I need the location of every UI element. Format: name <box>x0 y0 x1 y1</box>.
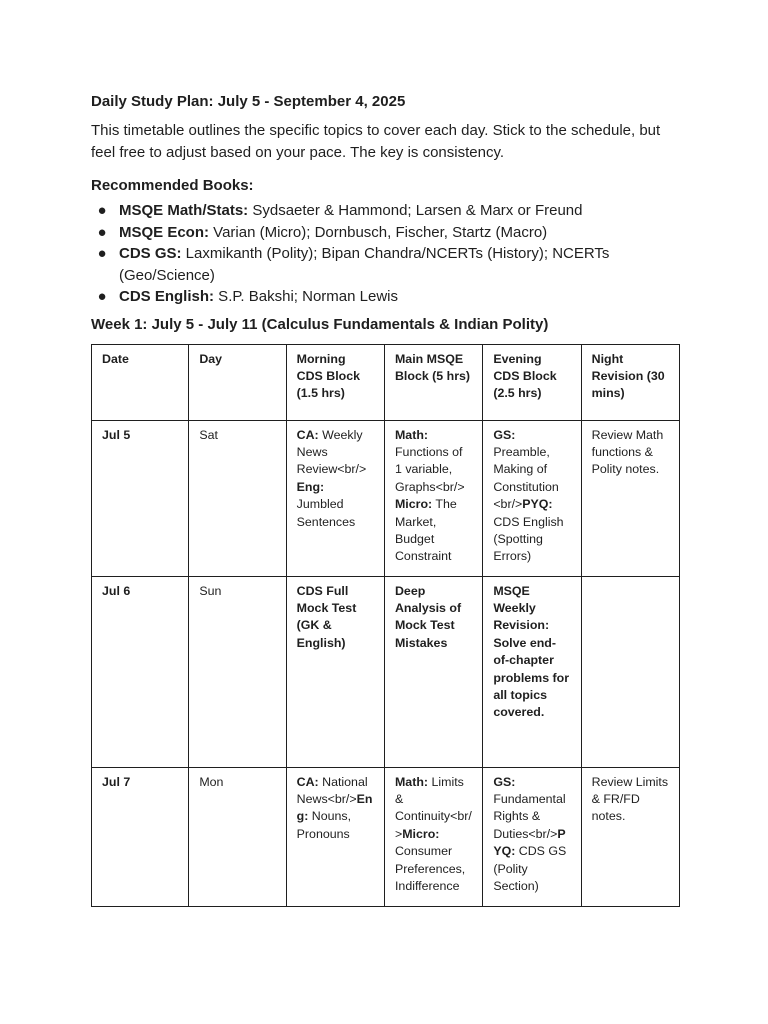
header-morning: Morning CDS Block (1.5 hrs) <box>286 344 384 420</box>
cell-date: Jul 5 <box>92 420 189 576</box>
bullet-icon: ● <box>97 223 107 241</box>
cell-morning: CDS Full Mock Test (GK & English) <box>286 576 384 767</box>
header-date: Date <box>92 344 189 420</box>
cell-evening: GS: Fundamental Rights & Duties<br/>PYQ: CDS GS (Polity Section) <box>483 767 581 906</box>
book-titles: Sydsaeter & Hammond; Larsen & Marx or Freund <box>248 202 583 219</box>
header-night: Night Revision (30 mins) <box>581 344 679 420</box>
cell-date: Jul 7 <box>92 767 189 906</box>
cell-evening: MSQE Weekly Revision: Solve end-of-chapter problems for all topics covered. <box>483 576 581 767</box>
study-plan-table <box>91 344 680 907</box>
intro-paragraph: This timetable outlines the specific topics to cover each day. Stick to the schedule, but feel free to adjust based on your pace. The key is consistency. <box>91 122 661 161</box>
book-category: MSQE Econ: <box>119 223 210 241</box>
book-category: CDS GS: <box>119 245 182 262</box>
bullet-icon: ● <box>97 202 107 219</box>
table-header-row <box>92 344 680 420</box>
header-day: Day <box>189 344 286 420</box>
books-list <box>91 200 681 308</box>
book-item <box>97 200 639 222</box>
books-heading: Recommended Books: <box>91 177 254 194</box>
table-row <box>92 420 680 576</box>
document-title: Daily Study Plan: July 5 - September 4, 2025 <box>91 93 406 110</box>
cell-day: Mon <box>189 767 286 906</box>
book-titles: S.P. Bakshi; Norman Lewis <box>214 288 398 305</box>
cell-date: Jul 6 <box>92 576 189 767</box>
table-row <box>92 576 680 767</box>
header-main: Main MSQE Block (5 hrs) <box>384 344 482 420</box>
cell-night <box>581 576 679 767</box>
book-item <box>97 243 639 286</box>
week-heading: Week 1: July 5 - July 11 (Calculus Fundamentals & Indian Polity) <box>91 315 549 333</box>
bullet-icon: ● <box>97 245 107 262</box>
cell-night: Review Limits & FR/FD notes. <box>581 767 679 906</box>
book-item <box>97 222 639 244</box>
document-page <box>91 92 681 907</box>
table-row <box>92 767 680 906</box>
header-evening: Evening CDS Block (2.5 hrs) <box>483 344 581 420</box>
book-titles: Laxmikanth (Polity); Bipan Chandra/NCERTs (History); NCERTs (Geo/Science) <box>119 245 610 284</box>
bullet-icon: ● <box>97 288 107 305</box>
cell-evening: GS: Preamble, Making of Constitution <br/>PYQ: CDS English (Spotting Errors) <box>483 420 581 576</box>
cell-day: Sun <box>189 576 286 767</box>
cell-main: Deep Analysis of Mock Test Mistakes <box>384 576 482 767</box>
cell-main: Math: Limits & Continuity<br/>Micro: Consumer Preferences, Indifference <box>384 767 482 906</box>
book-category: CDS English: <box>119 288 215 305</box>
book-item <box>97 286 639 308</box>
book-titles: Varian (Micro); Dornbusch, Fischer, Startz (Macro) <box>209 223 548 241</box>
cell-night: Review Math functions & Polity notes. <box>581 420 679 576</box>
book-category: MSQE Math/Stats: <box>119 202 249 219</box>
cell-morning: CA: National News<br/>Eng: Nouns, Pronouns <box>286 767 384 906</box>
cell-day: Sat <box>189 420 286 576</box>
cell-main: Math: Functions of 1 variable, Graphs<br/>Micro: The Market, Budget Constraint <box>384 420 482 576</box>
cell-morning: CA: Weekly News Review<br/>Eng: Jumbled Sentences <box>286 420 384 576</box>
